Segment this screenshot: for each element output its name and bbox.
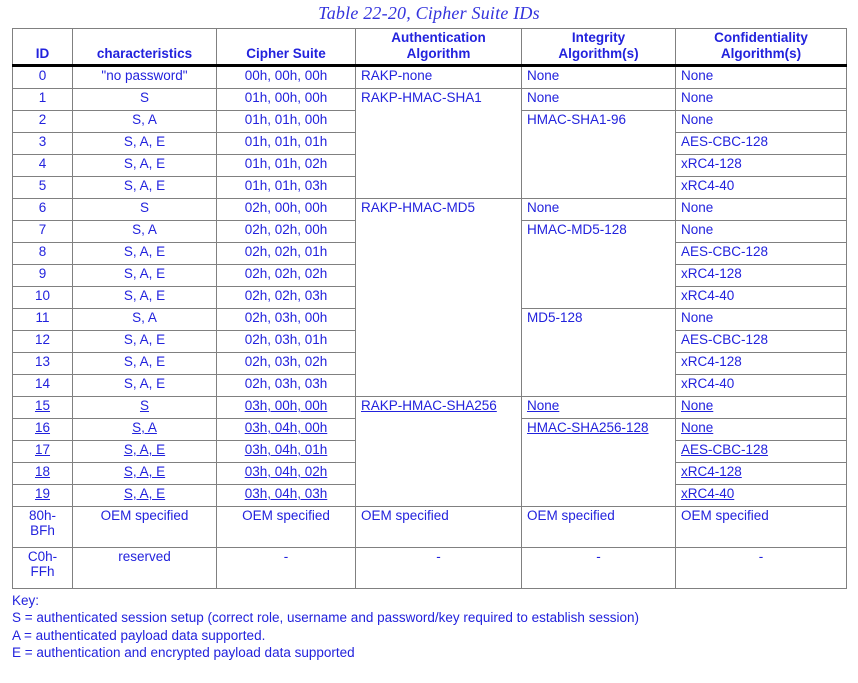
cell-id: 13 <box>13 353 73 375</box>
cell-characteristics: S, A, E <box>73 463 217 485</box>
cell-confidentiality-algorithm: None <box>676 419 847 441</box>
cell-id-range-line2: BFh <box>30 523 55 539</box>
cell-confidentiality-algorithm: xRC4-40 <box>676 485 847 507</box>
cell-characteristics: S, A <box>73 221 217 243</box>
table-row-range <box>13 507 847 548</box>
cell-id-range-line2: FFh <box>30 564 55 580</box>
auth-header-line2: Algorithm <box>406 45 471 61</box>
cell-confidentiality-algorithm: xRC4-40 <box>676 375 847 397</box>
cell-integrity-algorithm: None <box>522 397 676 419</box>
cell-characteristics: S, A, E <box>73 441 217 463</box>
cell-id: 11 <box>13 309 73 331</box>
cell-id-range-line1: C0h- <box>27 549 58 565</box>
cell-integrity-algorithm: OEM specified <box>522 507 676 548</box>
cell-integrity-algorithm: None <box>522 66 676 89</box>
cell-authentication-algorithm: OEM specified <box>356 507 522 548</box>
column-header-cipher-suite: Cipher Suite <box>217 29 356 66</box>
table-row <box>13 66 847 89</box>
column-header-characteristics: characteristics <box>73 29 217 66</box>
cell-id: 0 <box>13 66 73 89</box>
cell-integrity-algorithm: MD5-128 <box>522 309 676 397</box>
integrity-header-line1: Integrity <box>571 30 626 45</box>
page-title: Table 22-20, Cipher Suite IDs <box>318 3 540 23</box>
cell-characteristics: S, A, E <box>73 243 217 265</box>
table-row <box>13 199 847 221</box>
cell-confidentiality-algorithm: None <box>676 111 847 133</box>
cell-cipher-suite: 02h, 02h, 01h <box>217 243 356 265</box>
conf-header-line1: Confidentiality <box>714 30 808 45</box>
key-line-s: S = authenticated session setup (correct role, username and password/key required to establish session) <box>12 610 639 626</box>
cell-characteristics: S <box>73 397 217 419</box>
cell-cipher-suite: - <box>217 548 356 589</box>
cell-confidentiality-algorithm: OEM specified <box>676 507 847 548</box>
cell-characteristics: S, A, E <box>73 177 217 199</box>
cell-integrity-algorithm: HMAC-SHA1-96 <box>522 111 676 199</box>
cell-id-range-line1: 80h- <box>28 508 57 524</box>
cell-confidentiality-algorithm: AES-CBC-128 <box>676 441 847 463</box>
cell-id: 2 <box>13 111 73 133</box>
cell-integrity-algorithm: HMAC-MD5-128 <box>522 221 676 309</box>
cell-cipher-suite: 02h, 03h, 01h <box>217 331 356 353</box>
column-header-confidentiality-algorithms <box>676 29 847 66</box>
cell-id: 9 <box>13 265 73 287</box>
table-row <box>13 397 847 419</box>
cell-confidentiality-algorithm: - <box>676 548 847 589</box>
cell-cipher-suite: 02h, 02h, 00h <box>217 221 356 243</box>
key-line-e: E = authentication and encrypted payload data supported <box>12 644 355 660</box>
cell-id-range <box>13 507 73 548</box>
cell-id: 6 <box>13 199 73 221</box>
cell-confidentiality-algorithm: None <box>676 66 847 89</box>
auth-header-line1: Authentication <box>391 30 486 45</box>
table-header <box>13 29 847 66</box>
cell-cipher-suite: 01h, 00h, 00h <box>217 89 356 111</box>
cell-confidentiality-algorithm: None <box>676 309 847 331</box>
cell-confidentiality-algorithm: xRC4-128 <box>676 353 847 375</box>
cell-id: 17 <box>13 441 73 463</box>
table-row-range <box>13 548 847 589</box>
key-line-a: A = authenticated payload data supported. <box>12 627 266 643</box>
cell-cipher-suite: 02h, 03h, 00h <box>217 309 356 331</box>
cell-cipher-suite: 01h, 01h, 01h <box>217 133 356 155</box>
cell-id: 14 <box>13 375 73 397</box>
cell-confidentiality-algorithm: xRC4-40 <box>676 287 847 309</box>
table-row <box>13 89 847 111</box>
cell-confidentiality-algorithm: xRC4-128 <box>676 155 847 177</box>
cell-characteristics: S, A <box>73 309 217 331</box>
cell-id: 10 <box>13 287 73 309</box>
cell-cipher-suite: 02h, 00h, 00h <box>217 199 356 221</box>
cell-cipher-suite: 03h, 04h, 02h <box>217 463 356 485</box>
cipher-suite-table <box>12 28 847 589</box>
cell-confidentiality-algorithm: None <box>676 221 847 243</box>
cell-characteristics: S, A, E <box>73 375 217 397</box>
cell-characteristics: S, A <box>73 111 217 133</box>
cell-characteristics: S <box>73 89 217 111</box>
conf-header-line2: Algorithm(s) <box>720 45 802 61</box>
cell-characteristics: S, A <box>73 419 217 441</box>
cell-id: 12 <box>13 331 73 353</box>
cell-id: 1 <box>13 89 73 111</box>
cell-confidentiality-algorithm: AES-CBC-128 <box>676 243 847 265</box>
cell-id: 8 <box>13 243 73 265</box>
cell-cipher-suite: 01h, 01h, 03h <box>217 177 356 199</box>
cell-cipher-suite: 02h, 02h, 03h <box>217 287 356 309</box>
cell-cipher-suite: 02h, 02h, 02h <box>217 265 356 287</box>
cell-cipher-suite: 03h, 04h, 01h <box>217 441 356 463</box>
cell-cipher-suite: 02h, 03h, 03h <box>217 375 356 397</box>
cell-integrity-algorithm: - <box>522 548 676 589</box>
cell-confidentiality-algorithm: None <box>676 89 847 111</box>
cell-characteristics: reserved <box>73 548 217 589</box>
cell-cipher-suite: 01h, 01h, 02h <box>217 155 356 177</box>
cell-id: 5 <box>13 177 73 199</box>
cell-cipher-suite: 03h, 00h, 00h <box>217 397 356 419</box>
cell-id-range <box>13 548 73 589</box>
cell-cipher-suite: 03h, 04h, 03h <box>217 485 356 507</box>
cell-cipher-suite: OEM specified <box>217 507 356 548</box>
cell-characteristics: S, A, E <box>73 155 217 177</box>
cell-confidentiality-algorithm: xRC4-40 <box>676 177 847 199</box>
integrity-header-line2: Algorithm(s) <box>558 45 639 61</box>
cell-confidentiality-algorithm: None <box>676 397 847 419</box>
cell-id: 7 <box>13 221 73 243</box>
cell-integrity-algorithm: None <box>522 199 676 221</box>
cell-confidentiality-algorithm: AES-CBC-128 <box>676 331 847 353</box>
cell-confidentiality-algorithm: AES-CBC-128 <box>676 133 847 155</box>
cell-characteristics: "no password" <box>73 66 217 89</box>
cell-confidentiality-algorithm: None <box>676 199 847 221</box>
cell-characteristics: S, A, E <box>73 485 217 507</box>
cell-id: 3 <box>13 133 73 155</box>
header-row <box>13 29 847 66</box>
cell-id: 18 <box>13 463 73 485</box>
cell-confidentiality-algorithm: xRC4-128 <box>676 463 847 485</box>
column-header-integrity-algorithms <box>522 29 676 66</box>
cell-integrity-algorithm: None <box>522 89 676 111</box>
cell-characteristics: S, A, E <box>73 265 217 287</box>
cell-id: 16 <box>13 419 73 441</box>
cell-authentication-algorithm: RAKP-none <box>356 66 522 89</box>
key-heading: Key: <box>12 593 40 609</box>
cell-characteristics: S, A, E <box>73 133 217 155</box>
table-body <box>13 66 847 589</box>
cell-id: 4 <box>13 155 73 177</box>
cell-id: 15 <box>13 397 73 419</box>
cell-cipher-suite: 03h, 04h, 00h <box>217 419 356 441</box>
column-header-authentication-algorithm <box>356 29 522 66</box>
cell-characteristics: S, A, E <box>73 353 217 375</box>
cell-authentication-algorithm: RAKP-HMAC-SHA1 <box>356 89 522 199</box>
cell-characteristics: S, A, E <box>73 287 217 309</box>
cell-authentication-algorithm: RAKP-HMAC-MD5 <box>356 199 522 397</box>
cell-confidentiality-algorithm: xRC4-128 <box>676 265 847 287</box>
cell-characteristics: S <box>73 199 217 221</box>
cell-cipher-suite: 01h, 01h, 00h <box>217 111 356 133</box>
cell-authentication-algorithm: RAKP-HMAC-SHA256 <box>356 397 522 507</box>
cell-id: 19 <box>13 485 73 507</box>
cell-cipher-suite: 00h, 00h, 00h <box>217 66 356 89</box>
cell-authentication-algorithm: - <box>356 548 522 589</box>
cell-cipher-suite: 02h, 03h, 02h <box>217 353 356 375</box>
cell-integrity-algorithm: HMAC-SHA256-128 <box>522 419 676 507</box>
cell-characteristics: S, A, E <box>73 331 217 353</box>
key-legend <box>12 589 846 661</box>
column-header-id: ID <box>13 29 73 66</box>
cell-characteristics: OEM specified <box>73 507 217 548</box>
